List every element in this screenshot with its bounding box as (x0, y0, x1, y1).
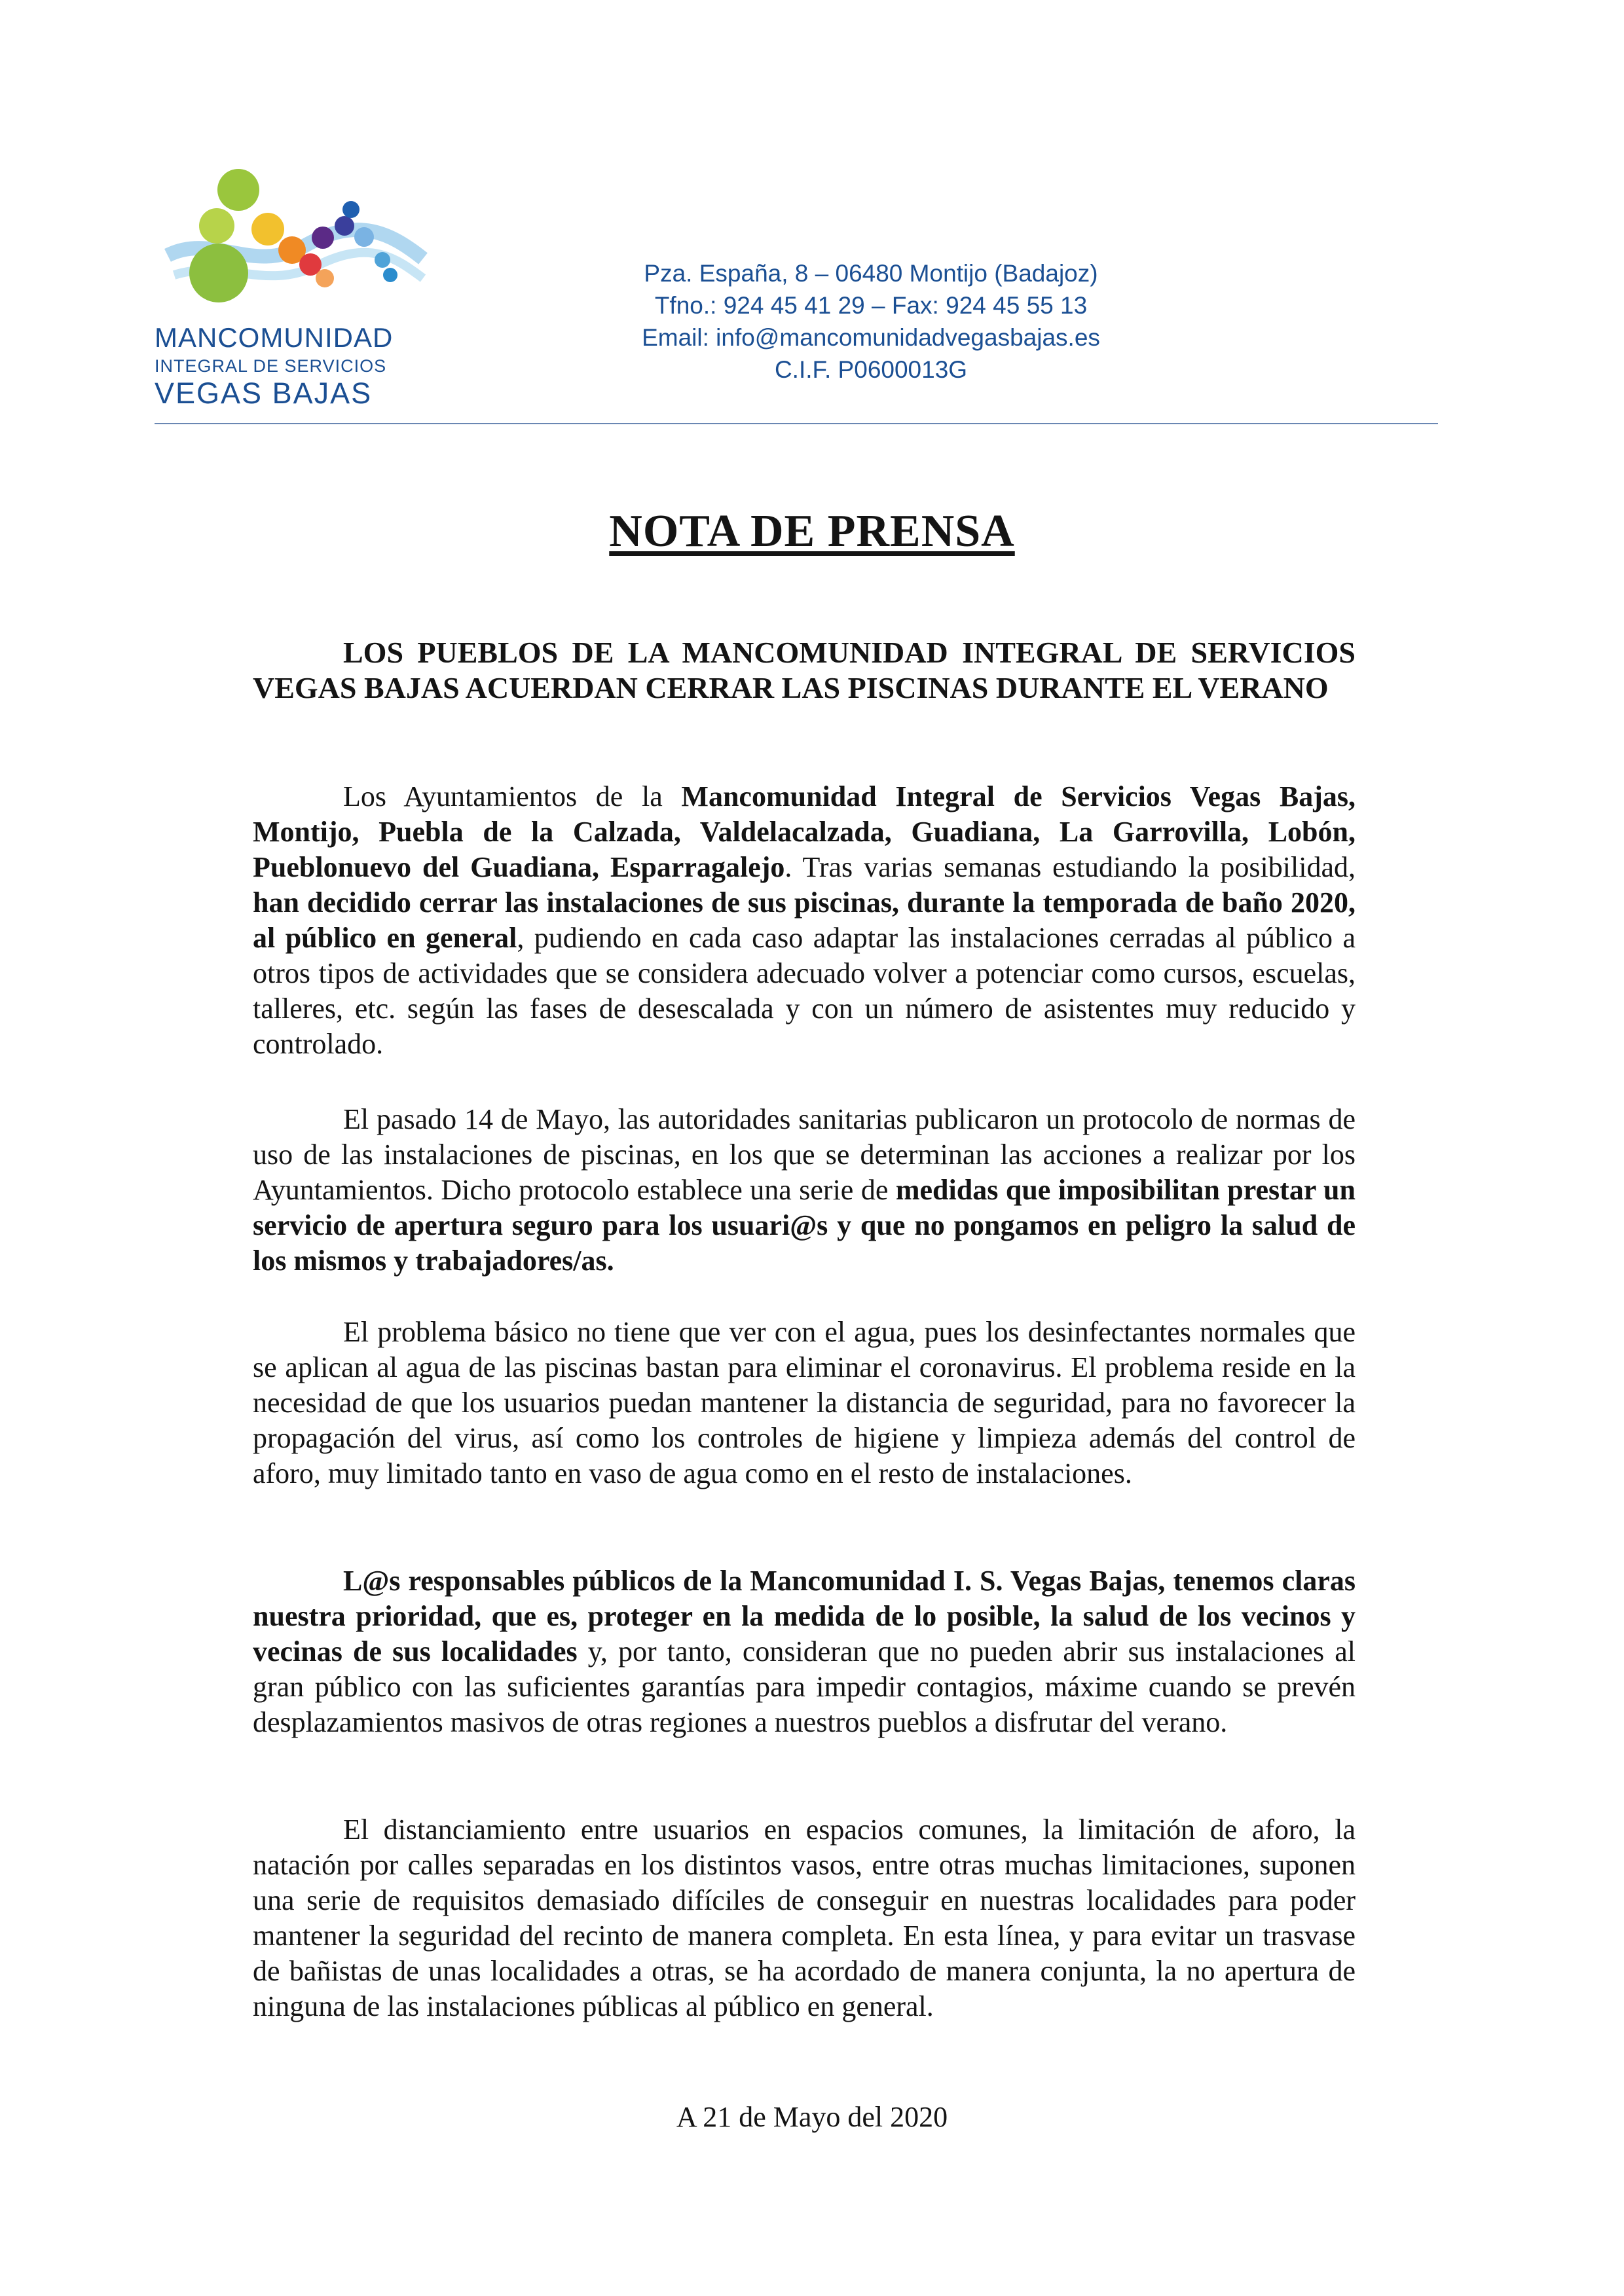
contact-address: Pza. España, 8 – 06480 Montijo (Badajoz) (644, 260, 1098, 287)
paragraph-4 (253, 1563, 1356, 1740)
p1-bold-decision: han decidido cerrar las instalaciones de sus piscinas, durante la temporada de baño 2020, al público en general (253, 886, 1356, 954)
contact-email: Email: info@mancomunidadvegasbajas.es (642, 324, 1100, 351)
p2-text-a: El pasado 14 de Mayo, las autoridades sanitarias publicaron un protocolo de normas de uso de las instalaciones de piscinas, en los que se determinan las acciones a realizar por los Ayuntamientos. Dicho protocolo establece una serie de (253, 1103, 1356, 1206)
p1-text-c: . Tras varias semanas estudiando la posibilidad, (784, 851, 1356, 883)
p4-bold-priority: L@s responsables públicos de la Mancomunidad I. S. Vegas Bajas, tenemos claras nuestra prioridad, que es, proteger en la medida de lo posible, la salud de los vecinos y vecinas de sus localidades (253, 1565, 1356, 1667)
logo-text-vegas-bajas: VEGAS BAJAS (155, 376, 373, 410)
mancomunidad-logo (155, 167, 430, 416)
logo-text-mancomunidad: MANCOMUNIDAD (155, 322, 394, 353)
header-divider (155, 423, 1438, 424)
p2-bold-measures: medidas que imposibilitan prestar un servicio de apertura seguro para los usuari@s y que no pongamos en peligro la salud de los mismos y trabajadores/as. (253, 1174, 1356, 1277)
paragraph-3: El problema básico no tiene que ver con el agua, pues los desinfectantes normales que se aplican al agua de las piscinas bastan para eliminar el coronavirus. El problema reside en la necesidad de que los usuarios puedan mantener la distancia de seguridad, para no favorecer la propagación del virus, así como los controles de higiene y limpieza además del control de aforo, muy limitado tanto en vaso de agua como en el resto de instalaciones. (253, 1316, 1356, 1489)
p4-text-b: y, por tanto, consideran que no pueden abrir sus instalaciones al gran público con las suficientes garantías para impedir contagios, máxime cuando se prevén desplazamientos masivos de otras regiones a nuestros pueblos a disfrutar del verano. (253, 1635, 1356, 1738)
page-title: NOTA DE PRENSA (609, 506, 1015, 556)
p1-bold-municipalities: Mancomunidad Integral de Servicios Vegas Bajas, Montijo, Puebla de la Calzada, Valdelacalzada, Guadiana, La Garrovilla, Lobón, Pueblonuevo del Guadiana, Esparragalejo (253, 780, 1356, 883)
contact-phone: Tfno.: 924 45 41 29 – Fax: 924 45 55 13 (654, 292, 1088, 319)
p1-text-e: , pudiendo en cada caso adaptar las instalaciones cerradas al público a otros tipos de actividades que se considera adecuado volver a potenciar como cursos, escuelas, talleres, etc. según las fases de desescalada y con un número de asistentes muy reducido y controlado. (253, 922, 1356, 1060)
logo-text-integral: INTEGRAL DE SERVICIOS (155, 356, 387, 376)
logo-circles-graphic (155, 167, 430, 324)
contact-cif: C.I.F. P0600013G (774, 356, 968, 383)
date-signoff: A 21 de Mayo del 2020 (676, 2101, 948, 2133)
headline: LOS PUEBLOS DE LA MANCOMUNIDAD INTEGRAL DE SERVICIOS VEGAS BAJAS ACUERDAN CERRAR LAS PISCINAS DURANTE EL VERANO (253, 636, 1356, 704)
paragraph-1 (253, 779, 1356, 1062)
paragraph-2 (253, 1102, 1356, 1279)
paragraph-5: El distanciamiento entre usuarios en espacios comunes, la limitación de aforo, la natación por calles separadas en los distintos vasos, entre otras muchas limitaciones, suponen una serie de requisitos demasiado difíciles de conseguir en nuestras localidades para poder mantener la seguridad del recinto de manera completa. En esta línea, y para evitar un trasvase de bañistas de unas localidades a otras, se ha acordado de manera conjunta, la no apertura de ninguna de las instalaciones públicas al público en general. (253, 1813, 1356, 2022)
contact-block (563, 257, 1179, 386)
p1-text-a: Los Ayuntamientos de la (343, 780, 682, 812)
